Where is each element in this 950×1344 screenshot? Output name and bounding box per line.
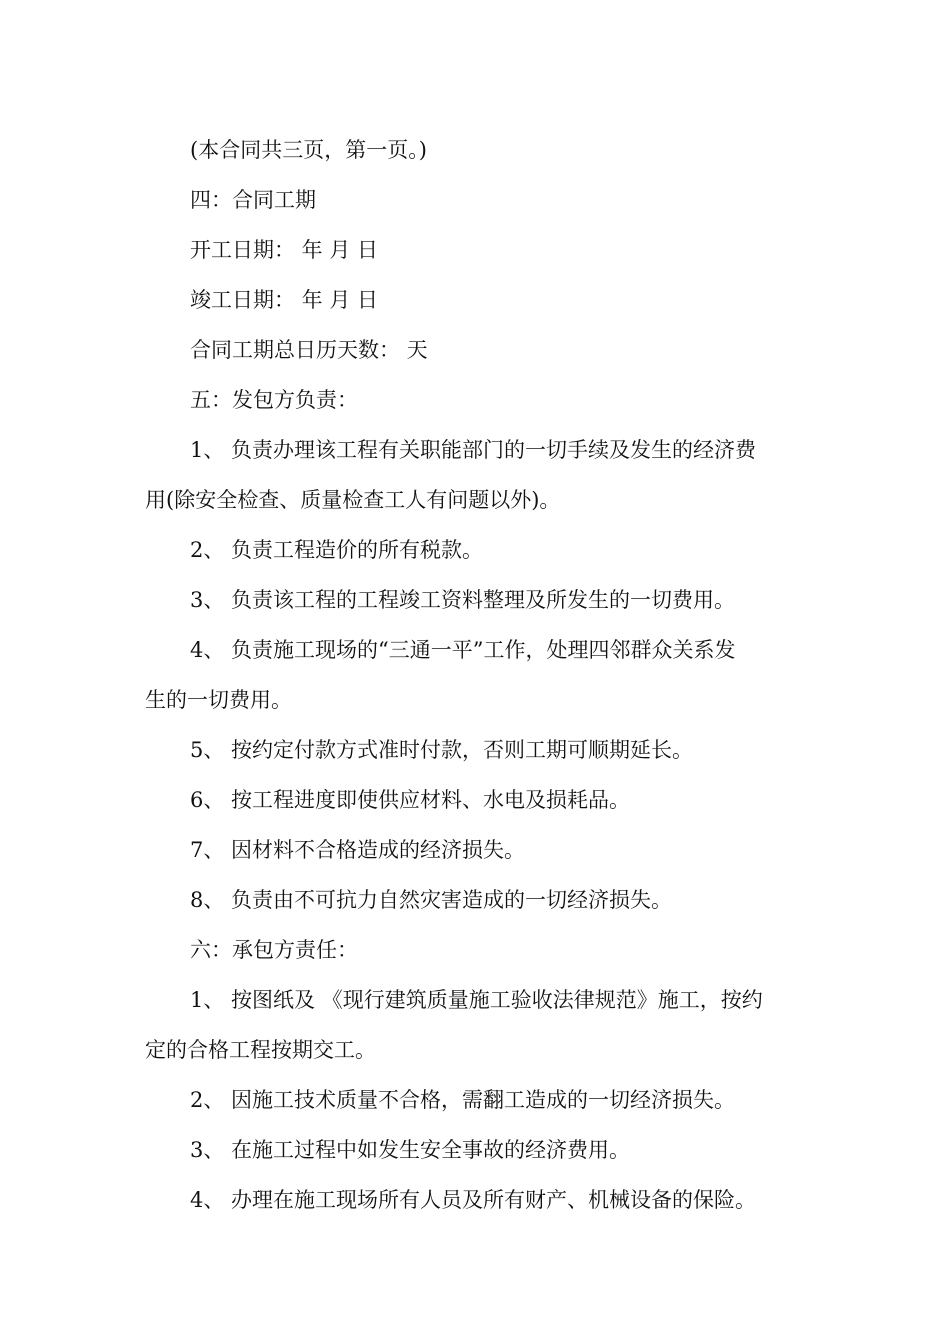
start-date-line: 开工日期： 年 月 日 <box>190 238 379 262</box>
section-5-item-8: 8、 负责由不可抗力自然灾害造成的一切经济损失。 <box>190 888 673 912</box>
section-6-item-1-continuation: 定的合格工程按期交工。 <box>145 1038 376 1062</box>
section-5-item-4-continuation: 生的一切费用。 <box>145 688 292 712</box>
page-note: (本合同共三页，第一页。) <box>190 138 427 162</box>
section-5-item-1: 1、 负责办理该工程有关职能部门的一切手续及发生的经济费 <box>190 438 757 462</box>
section-5-item-6: 6、 按工程进度即使供应材料、水电及损耗品。 <box>190 788 631 812</box>
section-4-heading: 四：合同工期 <box>190 188 316 212</box>
total-days-line: 合同工期总日历天数： 天 <box>190 338 428 362</box>
section-5-item-5: 5、 按约定付款方式准时付款，否则工期可顺期延长。 <box>190 738 694 762</box>
section-5-item-1-continuation: 用(除安全检查、质量检查工人有问题以外)。 <box>145 488 561 512</box>
end-date-line: 竣工日期： 年 月 日 <box>190 288 379 312</box>
section-5-item-7: 7、 因材料不合格造成的经济损失。 <box>190 838 526 862</box>
section-5-heading: 五：发包方负责： <box>190 388 358 412</box>
section-5-item-2: 2、 负责工程造价的所有税款。 <box>190 538 484 562</box>
section-5-item-3: 3、 负责该工程的工程竣工资料整理及所发生的一切费用。 <box>190 588 736 612</box>
section-6-item-1: 1、 按图纸及 《现行建筑质量施工验收法律规范》施工，按约 <box>190 988 763 1012</box>
section-5-item-4: 4、 负责施工现场的“三通一平”工作，处理四邻群众关系发 <box>190 638 736 662</box>
section-6-item-2: 2、 因施工技术质量不合格，需翻工造成的一切经济损失。 <box>190 1088 736 1112</box>
section-6-item-4: 4、 办理在施工现场所有人员及所有财产、机械设备的保险。 <box>190 1188 757 1212</box>
section-6-item-3: 3、 在施工过程中如发生安全事故的经济费用。 <box>190 1138 631 1162</box>
section-6-heading: 六：承包方责任： <box>190 938 358 962</box>
